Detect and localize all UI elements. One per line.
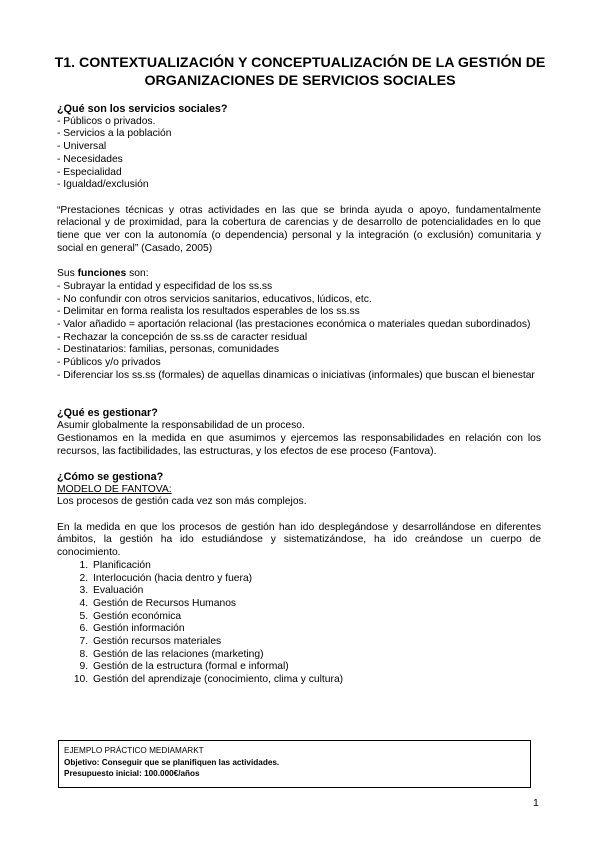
example-box [58, 740, 531, 788]
document-body [57, 103, 541, 687]
list-item: - Igualdad/exclusión [57, 179, 149, 191]
list-item: 5. Gestión económica [91, 611, 541, 624]
list-item: - Necesidades [57, 153, 123, 165]
list-item: - Públicos o privados. [57, 115, 156, 127]
section-heading-gestionar: ¿Qué es gestionar? [57, 407, 158, 420]
list-item: 9. Gestión de la estructura (formal e informal) [91, 661, 541, 674]
list-item: - Universal [57, 141, 107, 153]
list-item: - Diferenciar los ss.ss (formales) de aquellas dinamicas o iniciativas (informales) que buscan el bienestar [57, 369, 535, 381]
list-item: - Especialidad [57, 166, 122, 178]
section-heading-como-gestiona: ¿Cómo se gestiona? [57, 470, 164, 483]
page-number: 1 [533, 797, 539, 809]
list-item: - Valor añadido = aportación relacional (las prestaciones económica o materiales quedan subordinados) [57, 318, 531, 330]
list-item: 10. Gestión del aprendizaje (conocimiento, clima y cultura) [91, 674, 541, 687]
section-heading-servicios-sociales: ¿Qué son los servicios sociales? [57, 103, 228, 115]
definition-quote: “Prestaciones técnicas y otras actividades en las que se brinda ayuda o apoyo, fundamentalmente relacional y de proximidad, para la cobertura de carencias y de desarrollo de potencialidades en lo que tiene que ver con la autonomía (o dependencia) personal y la integración (o exclusión) comunitaria y social en general” (Casado, 2005) [57, 204, 541, 254]
list-item: - Servicios a la población [57, 128, 172, 140]
paragraph: Asumir globalmente la responsabilidad de un proceso. [57, 420, 305, 432]
model-label: MODELO DE FANTOVA: [57, 483, 172, 495]
list-item: 6. Gestión información [91, 623, 541, 636]
paragraph: En la medida en que los procesos de gestión han ido desplegándose y desarrollándose en diferentes ámbitos, la gestión ha ido estudiándose y sistematizándose, ha ido creándose un cuerpo de conocimiento. [57, 521, 541, 559]
functions-intro-suffix: son: [126, 268, 149, 280]
list-item: 8. Gestión de las relaciones (marketing) [91, 649, 541, 662]
list-item: - No confundir con otros servicios sanitarios, educativos, lúdicos, etc. [57, 293, 372, 305]
paragraph: Los procesos de gestión cada vez son más complejos. [57, 496, 307, 508]
list-item: - Subrayar la entidad y especifidad de los ss.ss [57, 280, 273, 292]
list-item: 4. Gestión de Recursos Humanos [91, 598, 541, 611]
functions-intro [57, 268, 541, 281]
list-item: 1. Planificación [91, 560, 541, 573]
document-title: T1. CONTEXTUALIZACIÓN Y CONCEPTUALIZACIÓN DE LA GESTIÓN DE ORGANIZACIONES DE SERVICIOS SOCIALES [54, 55, 546, 89]
list-item: 3. Evaluación [91, 585, 541, 598]
management-areas-list [57, 560, 541, 687]
list-item: 2. Interlocución (hacia dentro y fuera) [91, 573, 541, 586]
list-item: - Públicos y/o privados [57, 357, 161, 369]
functions-intro-bold: funciones [77, 268, 127, 280]
example-box-budget: Presupuesto inicial: 100.000€/años [64, 769, 200, 778]
list-item: - Rechazar la concepción de ss.ss de caracter residual [57, 331, 308, 343]
list-item: - Destinatarios: familias, personas, comunidades [57, 344, 280, 356]
example-box-objective: Objetivo: Conseguir que se planifiquen las actividades. [64, 757, 280, 767]
example-box-title: EJEMPLO PRÁCTICO MEDIAMARKT [64, 746, 204, 755]
list-item: 7. Gestión recursos materiales [91, 636, 541, 649]
functions-intro-prefix: Sus [57, 268, 78, 280]
paragraph: Gestionamos en la medida en que asumimos y ejercemos las responsabilidades en relación con los recursos, las factibilidades, las estructuras, y los efectos de ese proceso (Fantova). [57, 432, 541, 457]
list-item: - Delimitar en forma realista los resultados esperables de los ss.ss [57, 306, 360, 318]
